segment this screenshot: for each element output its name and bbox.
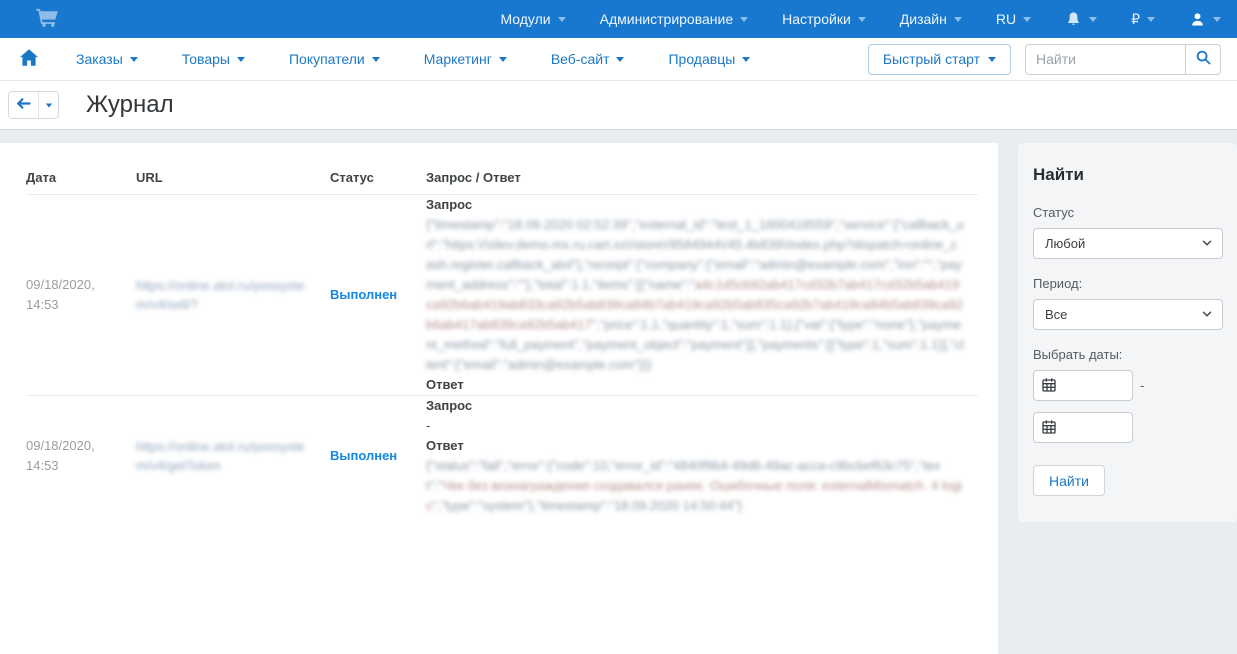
response-body-redacted — [426, 456, 964, 516]
request-body-empty: - — [426, 418, 431, 433]
page-title-bar — [0, 81, 1237, 130]
nav-item-marketing[interactable] — [424, 51, 507, 67]
topbar-item-label: Дизайн — [899, 11, 947, 27]
search-sidebar — [1018, 143, 1237, 522]
date-to-input[interactable] — [1033, 412, 1133, 443]
log-status-link[interactable]: Выполнен — [330, 448, 398, 463]
response-part: ","type":"system"},"timestamp":"18.09.2020 14:50:44"} — [432, 498, 743, 513]
topbar-item-modules[interactable] — [500, 11, 565, 27]
main-navigation-bar — [0, 38, 1237, 81]
column-header-url: URL — [136, 143, 330, 195]
chevron-down-icon — [740, 17, 748, 22]
nav-item-label: Продавцы — [668, 51, 736, 67]
topbar-item-design[interactable] — [900, 11, 962, 27]
topbar-item-language[interactable] — [996, 11, 1031, 27]
log-date: 09/18/2020, 14:53 — [26, 277, 95, 312]
request-part: {"timestamp":"18.09.2020 02:52:39","external_id":"test_1_1600418559","service":{"callback_url":"https:\/\/dev.demo.mx.ru.cart.xx\/store\/9584944\/45.4b839\/index.php?dispatch=online_cash.register.callback_atol"},"receipt":{"company":{"email":"admin@example.com","inn":"","payment_address":""},"total":1.1,"items":[{"name":" — [426, 217, 964, 292]
request-body-redacted — [426, 215, 964, 375]
chevron-down-icon — [499, 57, 507, 62]
chevron-down-icon — [1023, 17, 1031, 22]
log-request-response-cell — [426, 396, 978, 517]
log-url-redacted: https://online.atol.ru/possystem/v4/getToken — [136, 439, 305, 473]
back-button[interactable] — [9, 92, 39, 118]
nav-item-customers[interactable] — [289, 51, 380, 67]
top-navigation-bar — [0, 0, 1237, 38]
log-url-redacted: https://online.atol.ru/possystem/v4/sell/? — [136, 278, 305, 312]
chevron-down-icon — [1147, 17, 1155, 22]
chevron-down-icon — [616, 57, 624, 62]
topbar-item-settings[interactable] — [782, 11, 866, 27]
dates-filter-label: Выбрать даты: — [1033, 347, 1123, 362]
language-label: RU — [995, 11, 1017, 27]
chevron-down-icon — [372, 57, 380, 62]
nav-item-label: Покупатели — [288, 51, 365, 67]
currency-menu[interactable] — [1131, 11, 1155, 28]
response-label: Ответ — [426, 438, 464, 453]
nav-item-orders[interactable] — [76, 51, 138, 67]
ruble-icon: ₽ — [1131, 10, 1140, 27]
home-icon — [20, 49, 38, 69]
nav-item-label: Заказы — [76, 51, 123, 67]
column-header-status: Статус — [330, 143, 426, 195]
nav-item-website[interactable] — [551, 51, 625, 67]
column-header-date: Дата — [26, 143, 136, 195]
status-select[interactable] — [1033, 228, 1223, 259]
main-menu — [76, 51, 750, 67]
date-to-row — [1033, 412, 1222, 443]
back-button-group — [8, 91, 59, 119]
date-from-input[interactable] — [1033, 370, 1133, 401]
page-title: Журнал — [86, 91, 174, 118]
topbar-item-administration[interactable] — [600, 11, 749, 27]
status-filter-label: Статус — [1033, 205, 1075, 220]
nav-item-label: Товары — [181, 51, 230, 67]
sidebar-title: Найти — [1033, 165, 1084, 184]
period-select[interactable] — [1033, 299, 1223, 330]
request-part: a4c1d5cb92ab417cd32b7ab417cd32b5ab419ca92b6ab419ab833ca92b5ab839ca84b7ab419ca92b5ab835ca92b7ab419ca84b5ab839ca92b6ab417ab839ca92b5ab417 — [426, 277, 964, 332]
request-label: Запрос — [426, 398, 473, 413]
global-search — [1025, 44, 1221, 75]
chevron-down-icon — [130, 57, 138, 62]
journal-table — [26, 143, 978, 516]
log-date: 09/18/2020, 14:53 — [26, 438, 95, 473]
storefront-cart-button[interactable] — [36, 8, 58, 30]
sidebar-find-button[interactable]: Найти — [1033, 465, 1105, 496]
nav-item-vendors[interactable] — [668, 51, 750, 67]
column-header-request-response: Запрос / Ответ — [426, 143, 978, 195]
quick-start-button[interactable] — [868, 44, 1011, 75]
chevron-down-icon — [954, 17, 962, 22]
request-part: ","price":1.1,"quantity":1,"sum":1.1},{"vat":{"type":"none"},"payment_method":"full_payment","payment_object":"payment"}],"payments":[{"type":1,"sum":1.1}],"client":{"email":"admin@example.com"}}} — [426, 317, 964, 372]
topbar-item-label: Настройки — [782, 11, 851, 27]
account-menu[interactable] — [1189, 11, 1221, 28]
chevron-down-icon — [1089, 17, 1097, 22]
request-label: Запрос — [426, 197, 473, 212]
status-filter — [1033, 228, 1222, 259]
chevron-down-icon — [558, 17, 566, 22]
arrow-left-icon — [16, 97, 31, 113]
search-submit-button[interactable] — [1185, 44, 1221, 75]
table-row — [26, 396, 978, 517]
response-label: Ответ — [426, 377, 464, 392]
log-request-response-cell — [426, 195, 978, 396]
nav-item-label: Веб-сайт — [550, 51, 610, 67]
date-range-separator: - — [1140, 378, 1145, 393]
response-part: Чек без вознаграждения создавался ранее. Ошибочные поля: externalMismatch. 4 logic — [426, 478, 963, 513]
home-button[interactable] — [20, 49, 38, 69]
chevron-down-icon — [858, 17, 866, 22]
date-from-row — [1033, 370, 1222, 401]
topbar-menu — [500, 11, 1221, 28]
search-icon — [1195, 49, 1212, 69]
bell-icon — [1065, 11, 1082, 28]
table-header-row — [26, 143, 978, 195]
topbar-item-label: Администрирование — [599, 11, 734, 27]
search-input[interactable] — [1025, 44, 1185, 75]
journal-panel — [0, 143, 998, 654]
nav-item-label: Маркетинг — [423, 51, 492, 67]
period-filter-label: Период: — [1033, 276, 1083, 291]
back-dropdown-button[interactable] — [39, 92, 58, 118]
chevron-down-icon — [742, 57, 750, 62]
date-to-field — [1033, 412, 1133, 443]
user-icon — [1189, 11, 1206, 28]
topbar-item-label: Модули — [500, 11, 551, 27]
response-part: {"status":"fail","error":{"code":10,"error_id":"4840f9b4-49d6-49ac-acca-c9bcbef63c75","text":" — [426, 458, 941, 493]
log-status-link[interactable]: Выполнен — [330, 287, 398, 302]
chevron-down-icon — [237, 57, 245, 62]
cart-icon — [36, 8, 58, 30]
nav-right-tools — [868, 44, 1229, 75]
chevron-down-icon — [988, 57, 996, 62]
chevron-down-icon — [45, 104, 51, 108]
period-filter — [1033, 299, 1222, 330]
chevron-down-icon — [1213, 17, 1221, 22]
quick-start-label: Быстрый старт — [882, 51, 980, 67]
date-from-field — [1033, 370, 1133, 401]
nav-item-products[interactable] — [182, 51, 245, 67]
content-area — [0, 130, 1237, 654]
table-row — [26, 195, 978, 396]
notifications-menu[interactable] — [1065, 11, 1097, 28]
